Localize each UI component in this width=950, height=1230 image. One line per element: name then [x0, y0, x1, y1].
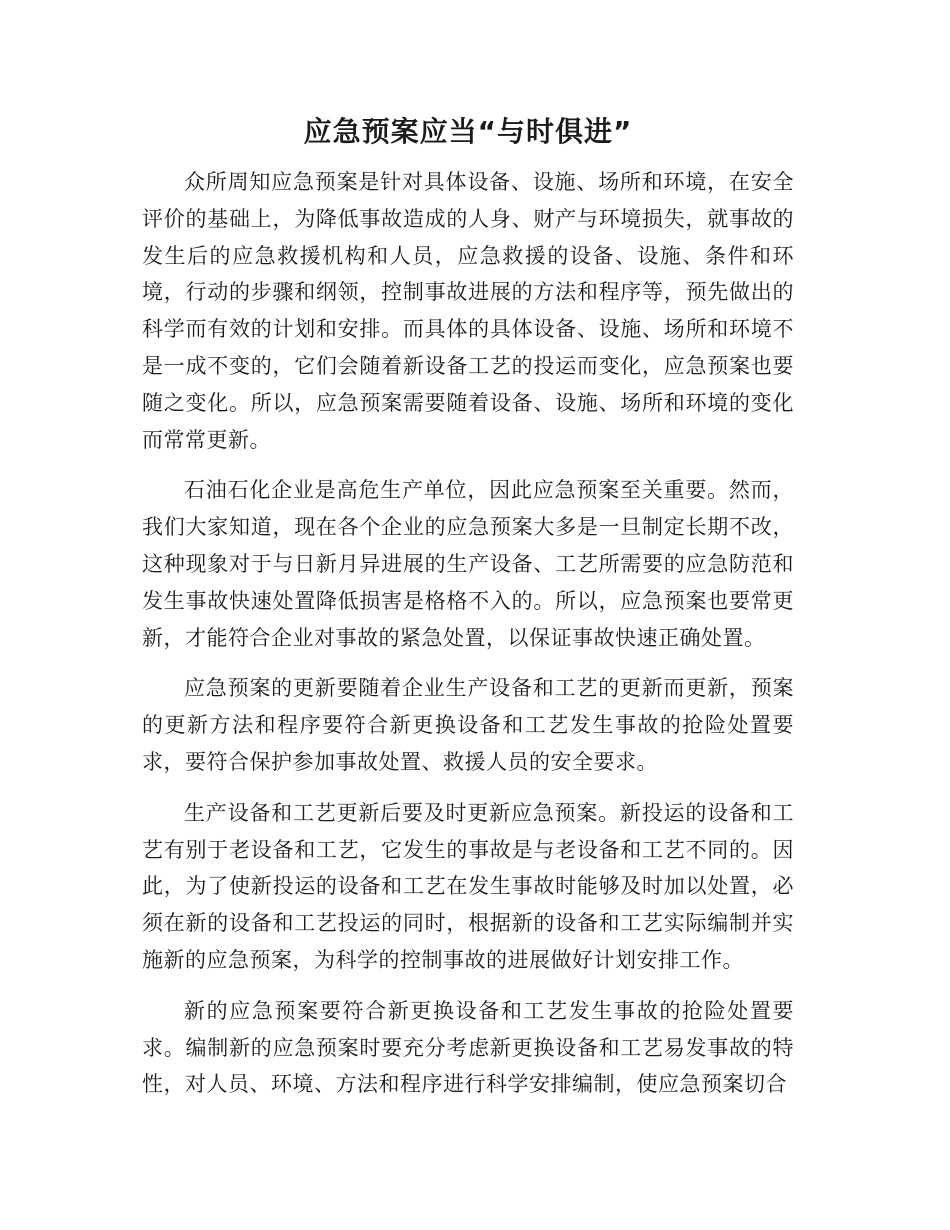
paragraph-5: 新的应急预案要符合新更换设备和工艺发生事故的抢险处置要求。编制新的应急预案时要充分考虑新更换设备和工艺易发事故的特性，对人员、环境、方法和程序进行科学安排编制，使应急预案切合 [142, 998, 794, 1097]
paragraph-3: 应急预案的更新要随着企业生产设备和工艺的更新而更新，预案的更新方法和程序要符合新更换设备和工艺发生事故的抢险处置要求，要符合保护参加事故处置、救援人员的安全要求。 [142, 676, 794, 774]
paragraph-1: 众所周知应急预案是针对具体设备、设施、场所和环境，在安全评价的基础上，为降低事故造成的人身、财产与环境损失，就事故的发生后的应急救援机构和人员，应急救援的设备、设施、条件和环境，行动的步骤和纲领，控制事故进展的方法和程序等，预先做出的科学而有效的计划和安排。而具体的具体设备、设施、场所和环境不是一成不变的，它们会随着新设备工艺的投运而变化，应急预案也要随之变化。所以，应急预案需要随着设备、设施、场所和环境的变化而常常更新。 [142, 170, 794, 452]
page-title: 应急预案应当“与时俱进” [303, 115, 633, 148]
paragraph-4: 生产设备和工艺更新后要及时更新应急预案。新投运的设备和工艺有别于老设备和工艺，它发生的事故是与老设备和工艺不同的。因此，为了使新投运的设备和工艺在发生事故时能够及时加以处置，必须在新的设备和工艺投运的同时，根据新的设备和工艺实际编制并实施新的应急预案，为科学的控制事故的进展做好计划安排工作。 [142, 800, 794, 972]
paragraph-2: 石油石化企业是高危生产单位，因此应急预案至关重要。然而，我们大家知道，现在各个企业的应急预案大多是一旦制定长期不改，这种现象对于与日新月异进展的生产设备、工艺所需要的应急防范和发生事故快速处置降低损害是格格不入的。所以，应急预案也要常更新，才能符合企业对事故的紧急处置，以保证事故快速正确处置。 [142, 478, 794, 650]
document-page [142, 112, 794, 1117]
